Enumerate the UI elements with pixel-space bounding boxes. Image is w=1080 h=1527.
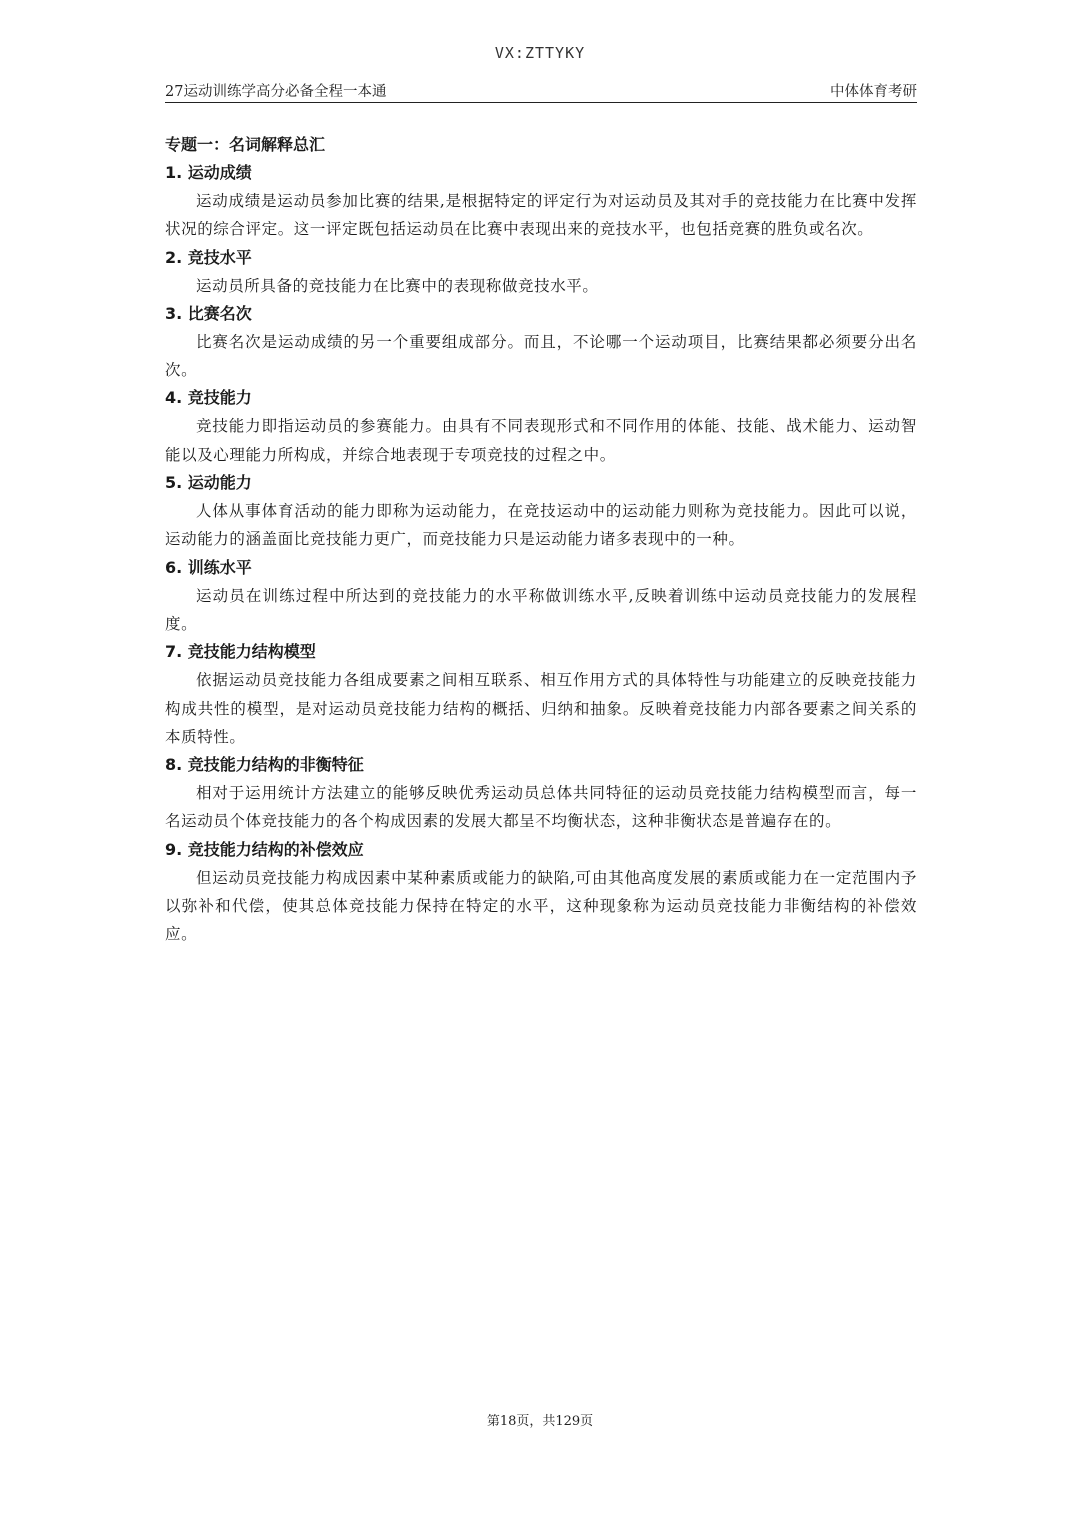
term-definition: 相对于运用统计方法建立的能够反映优秀运动员总体共同特征的运动员竞技能力结构模型而言，每一名运动员个体竞技能力的各个构成因素的发展大都呈不均衡状态，这种非衡状态是普遍存在的。 (165, 784, 917, 831)
term-heading: 5. 运动能力 (165, 473, 252, 493)
term-definition: 比赛名次是运动成绩的另一个重要组成部分。而且，不论哪一个运动项目，比赛结果都必须要分出名次。 (165, 332, 917, 380)
term-heading: 4. 竞技能力 (165, 388, 252, 408)
term-section (165, 244, 917, 300)
term-heading: 9. 竞技能力结构的补偿效应 (165, 839, 364, 859)
term-heading: 7. 竞技能力结构模型 (165, 642, 316, 662)
term-heading: 8. 竞技能力结构的非衡特征 (165, 755, 364, 775)
term-section (165, 554, 917, 639)
term-definition: 运动成绩是运动员参加比赛的结果,是根据特定的评定行为对运动员及其对手的竞技能力在比赛中发挥状况的综合评定。这一评定既包括运动员在比赛中表现出来的竞技水平，也包括竞赛的胜负或名次。 (165, 192, 917, 239)
term-heading: 6. 训练水平 (165, 557, 252, 577)
term-heading: 1. 运动成绩 (165, 163, 252, 182)
term-heading: 3. 比赛名次 (165, 303, 252, 323)
term-definition: 依据运动员竞技能力各组成要素之间相互联系、相互作用方式的具体特性与功能建立的反映竞技能力构成共性的模型，是对运动员竞技能力结构的概括、归纳和抽象。反映着竞技能力内部各要素之间关系的本质特性。 (165, 671, 917, 746)
running-header (165, 80, 917, 103)
term-section (165, 836, 917, 949)
publisher-name: 中体体育考研 (830, 84, 917, 100)
term-section (165, 300, 917, 385)
term-definition: 运动员所具备的竞技能力在比赛中的表现称做竞技水平。 (196, 276, 599, 295)
term-section (165, 469, 917, 554)
book-title: 27运动训练学高分必备全程一本通 (165, 84, 387, 100)
watermark-text: VX:ZTTYKY (494, 44, 586, 62)
term-definition: 竞技能力即指运动员的参赛能力。由具有不同表现形式和不同作用的体能、技能、战术能力、运动智能以及心理能力所构成，并综合地表现于专项竞技的过程之中。 (165, 417, 917, 464)
page-number: 第18页，共129页 (486, 1414, 594, 1429)
term-section (165, 751, 917, 836)
term-section (165, 159, 917, 244)
topic-title: 专题一：名词解释总汇 (165, 135, 326, 154)
term-heading: 2. 竞技水平 (165, 247, 252, 267)
term-section (165, 638, 917, 751)
page-content (165, 131, 917, 949)
term-definition: 人体从事体育活动的能力即称为运动能力，在竞技运动中的运动能力则称为竞技能力。因此可以说，运动能力的涵盖面比竞技能力更广，而竞技能力只是运动能力诸多表现中的一种。 (165, 502, 917, 549)
term-section (165, 384, 917, 469)
term-definition: 但运动员竞技能力构成因素中某种素质或能力的缺陷,可由其他高度发展的素质或能力在一定范围内予以弥补和代偿，使其总体竞技能力保持在特定的水平，这种现象称为运动员竞技能力非衡结构的补偿效应。 (165, 868, 917, 944)
term-definition: 运动员在训练过程中所达到的竞技能力的水平称做训练水平,反映着训练中运动员竞技能力的发展程度。 (165, 586, 917, 633)
